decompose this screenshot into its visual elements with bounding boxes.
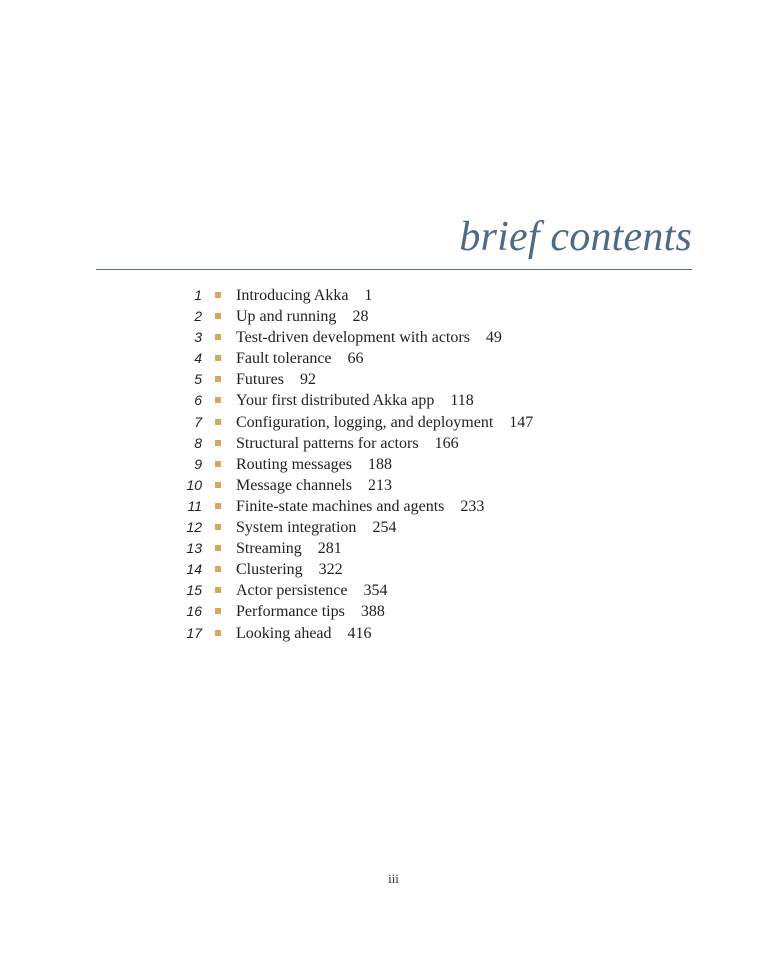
chapter-number: 5 [194,371,202,388]
chapter-page-number: 254 [372,519,397,537]
chapter-number: 12 [186,519,202,536]
square-bullet-icon [215,334,221,340]
chapter-number: 16 [186,603,202,620]
square-bullet-icon [215,608,221,614]
chapter-page-number: 66 [347,350,364,368]
square-bullet-icon [215,503,221,509]
toc-entry-chapter-14 [0,559,775,580]
chapter-number: 11 [187,497,202,514]
page-number: iii [388,871,399,886]
square-bullet-icon [215,313,221,319]
chapter-page-number: 281 [317,540,342,558]
chapter-title: Structural patterns for actors [236,434,419,452]
chapter-number: 10 [186,476,202,493]
chapter-entry [236,454,392,475]
chapter-entry [236,285,372,306]
chapter-title: Fault tolerance [236,350,332,368]
square-bullet-icon [215,545,221,551]
chapter-title: Routing messages [236,455,352,473]
chapter-number: 17 [186,624,202,641]
chapter-entry [236,348,364,369]
square-bullet-icon [215,376,221,382]
chapter-title: Test-driven development with actors [236,329,470,347]
square-bullet-icon [215,440,221,446]
square-bullet-icon [215,419,221,425]
toc-entry-chapter-12 [0,517,775,538]
toc-entry-chapter-6 [0,390,775,411]
toc-entry-chapter-13 [0,538,775,559]
toc-entry-chapter-11 [0,496,775,517]
chapter-page-number: 233 [460,497,485,515]
square-bullet-icon [215,292,221,298]
chapter-entry [236,390,474,411]
chapter-number: 2 [194,308,202,325]
chapter-number: 3 [194,329,202,346]
chapter-number: 7 [194,413,202,430]
chapter-entry [236,538,342,559]
chapter-title: Futures [236,371,284,389]
chapter-page-number: 1 [364,287,373,304]
chapter-entry [236,559,343,580]
square-bullet-icon [215,355,221,361]
toc-entry-chapter-1 [0,285,775,306]
chapter-page-number: 147 [509,413,534,431]
chapter-entry [236,517,396,538]
chapter-title: Introducing Akka [236,287,349,304]
chapter-title: Clustering [236,561,303,579]
chapter-title: Finite-state machines and agents [236,497,445,515]
chapter-page-number: 388 [360,603,385,621]
chapter-page-number: 49 [485,329,502,347]
toc-entry-chapter-4 [0,348,775,369]
chapter-entry [236,412,533,433]
toc-entry-chapter-7 [0,412,775,433]
chapter-page-number: 166 [434,434,459,452]
chapter-page-number: 92 [300,371,316,389]
chapter-page-number: 188 [368,455,392,473]
chapter-title: Your first distributed Akka app [236,392,435,410]
chapter-entry [236,369,316,390]
toc-entry-chapter-3 [0,327,775,348]
toc-entry-chapter-2 [0,306,775,327]
square-bullet-icon [215,482,221,488]
chapter-number: 15 [186,582,202,599]
square-bullet-icon [215,630,221,636]
toc-entry-chapter-9 [0,454,775,475]
square-bullet-icon [215,397,221,403]
toc-entry-chapter-10 [0,475,775,496]
toc-entry-chapter-16 [0,601,775,622]
chapter-title: Performance tips [236,603,345,621]
chapter-entry [236,306,368,327]
chapter-entry [236,623,372,644]
chapter-title: Actor persistence [236,582,348,600]
chapter-entry [236,601,385,622]
page-title: brief contents [459,214,692,260]
chapter-entry [236,433,459,454]
chapter-title: System integration [236,519,357,537]
square-bullet-icon [215,566,221,572]
table-of-contents [0,285,775,644]
chapter-title: Up and running [236,308,337,326]
square-bullet-icon [215,461,221,467]
chapter-number: 6 [194,392,202,409]
toc-entry-chapter-8 [0,433,775,454]
chapter-title: Message channels [236,476,352,494]
square-bullet-icon [215,587,221,593]
square-bullet-icon [215,524,221,530]
toc-entry-chapter-5 [0,369,775,390]
chapter-page-number: 118 [450,392,474,410]
chapter-page-number: 322 [318,561,343,579]
chapter-page-number: 416 [347,624,372,642]
chapter-page-number: 213 [367,476,392,494]
chapter-entry [236,496,484,517]
chapter-page-number: 28 [352,308,369,326]
title-rule [96,269,692,270]
chapter-title: Configuration, logging, and deployment [236,413,494,431]
chapter-number: 4 [194,350,202,367]
chapter-number: 9 [194,455,202,472]
chapter-title: Streaming [236,540,302,558]
chapter-title: Looking ahead [236,624,332,642]
chapter-number: 8 [194,434,202,451]
chapter-number: 1 [194,287,202,303]
chapter-page-number: 354 [363,582,388,600]
chapter-entry [236,580,388,601]
toc-entry-chapter-15 [0,580,775,601]
chapter-number: 13 [186,540,202,557]
chapter-number: 14 [186,561,202,578]
chapter-entry [236,327,502,348]
chapter-entry [236,475,392,496]
toc-entry-chapter-17 [0,623,775,644]
